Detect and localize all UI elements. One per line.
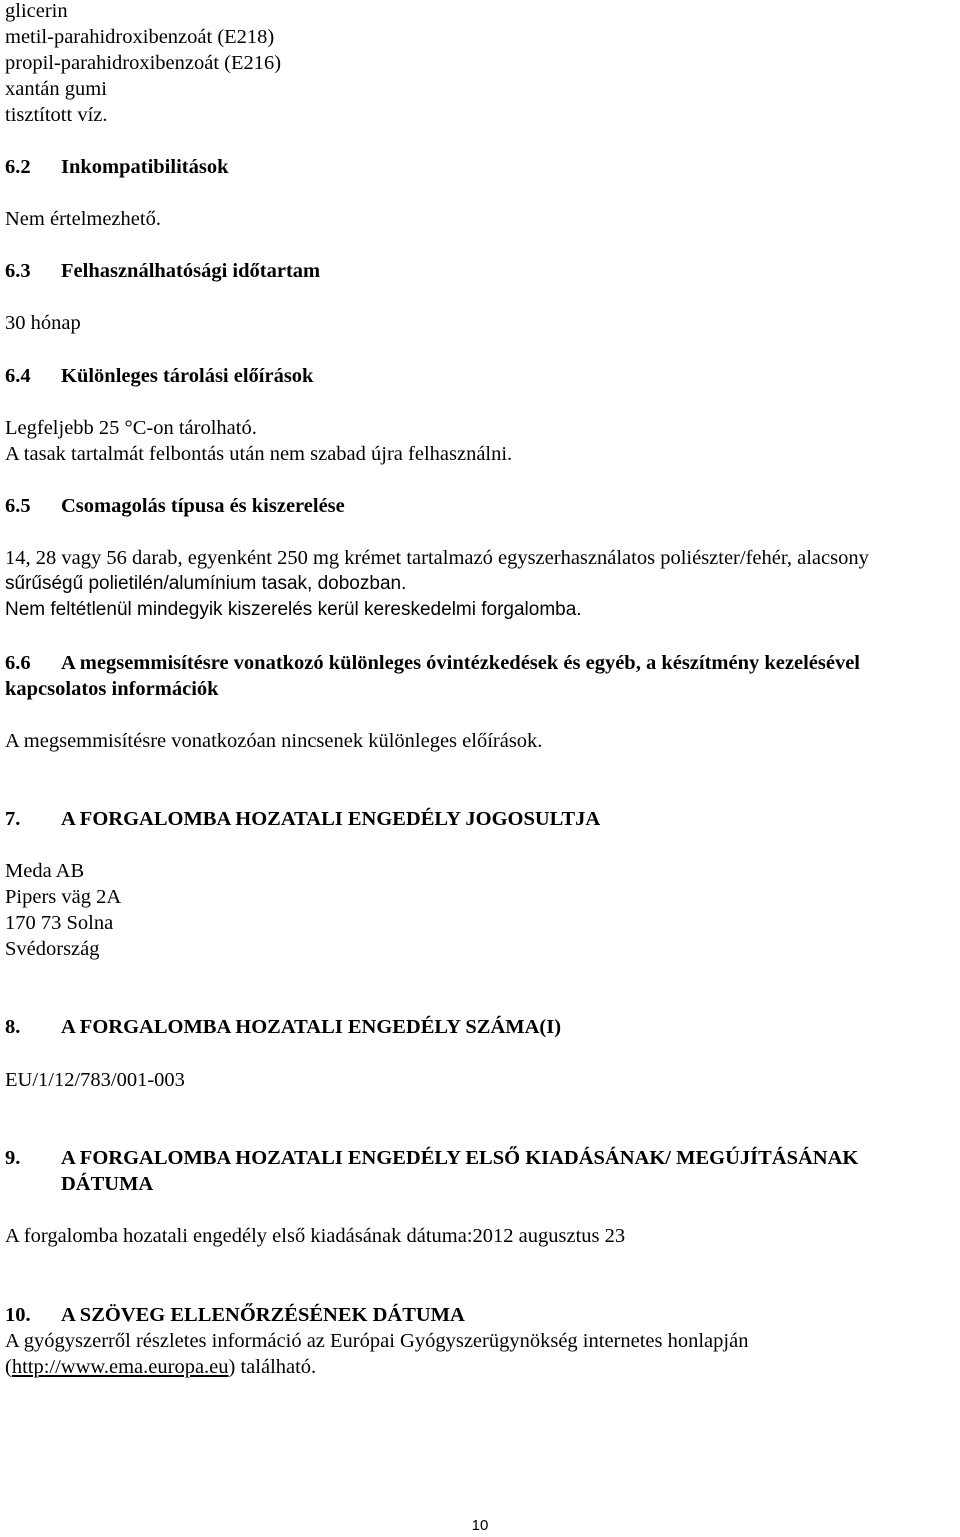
section-9-heading-cont: DÁTUMA — [61, 1173, 154, 1195]
excipient-line: propil-parahidroxibenzoát (E216) — [5, 52, 282, 74]
section-6-6-body: A megsemmisítésre vonatkozóan nincsenek különleges előírások. — [5, 730, 543, 752]
excipient-line: metil-parahidroxibenzoát (E218) — [5, 26, 275, 48]
section-number: 6.5 — [5, 495, 31, 517]
page-number: 10 — [471, 1517, 489, 1534]
section-10-line: A gyógyszerről részletes információ az Európai Gyógyszerügynökség internetes honlapján — [5, 1330, 749, 1352]
section-6-4-line: A tasak tartalmát felbontás után nem szabad újra felhasználni. — [5, 443, 513, 465]
section-number: 9. — [5, 1147, 21, 1169]
holder-address-line: Pipers väg 2A — [5, 886, 122, 908]
excipient-line: tisztított víz. — [5, 104, 108, 126]
section-6-6-heading-cont: kapcsolatos információk — [5, 678, 219, 700]
section-title: Különleges tárolási előírások — [61, 365, 314, 387]
section-number: 6.2 — [5, 156, 31, 178]
section-6-4-line: Legfeljebb 25 °C-on tárolható. — [5, 417, 257, 439]
excipient-line: xantán gumi — [5, 78, 107, 100]
section-number: 7. — [5, 808, 21, 830]
holder-address-line: Svédország — [5, 938, 100, 960]
section-title: Csomagolás típusa és kiszerelése — [61, 495, 345, 517]
paren-open: ( — [5, 1356, 12, 1378]
section-number: 10. — [5, 1304, 31, 1326]
section-title: Felhasználhatósági időtartam — [61, 260, 321, 282]
ema-website-link[interactable]: http://www.ema.europa.eu — [11, 1356, 229, 1378]
section-number: 6.4 — [5, 365, 31, 387]
section-6-5-line: Nem feltétlenül mindegyik kiszerelés kerül kereskedelmi forgalomba. — [5, 599, 582, 620]
section-number: 8. — [5, 1016, 21, 1038]
authorisation-number: EU/1/12/783/001-003 — [5, 1069, 185, 1091]
section-number: 6.3 — [5, 260, 31, 282]
section-6-5-line: sűrűségű polietilén/alumínium tasak, dobozban. — [5, 573, 407, 594]
holder-address-line: Meda AB — [5, 860, 85, 882]
holder-address-line: 170 73 Solna — [5, 912, 114, 934]
section-title: Inkompatibilitások — [61, 156, 229, 178]
section-9-body: A forgalomba hozatali engedély első kiadásának dátuma:2012 augusztus 23 — [5, 1225, 626, 1247]
section-6-3-body: 30 hónap — [5, 312, 81, 334]
section-title: A SZÖVEG ELLENŐRZÉSÉNEK DÁTUMA — [61, 1304, 465, 1326]
section-title: A megsemmisítésre vonatkozó különleges óvintézkedések és egyéb, a készítmény kezelésével — [61, 652, 860, 674]
section-title: A FORGALOMBA HOZATALI ENGEDÉLY JOGOSULTJA — [61, 808, 601, 830]
section-title: A FORGALOMBA HOZATALI ENGEDÉLY SZÁMA(I) — [61, 1016, 562, 1038]
section-10-line-2 — [5, 1354, 316, 1380]
section-title: A FORGALOMBA HOZATALI ENGEDÉLY ELSŐ KIADÁSÁNAK/ MEGÚJÍTÁSÁNAK — [61, 1147, 859, 1169]
section-6-2-body: Nem értelmezhető. — [5, 208, 161, 230]
section-6-5-line: 14, 28 vagy 56 darab, egyenként 250 mg krémet tartalmazó egyszerhasználatos poliészter/fehér, alacsony — [5, 547, 869, 569]
excipient-line: glicerin — [5, 0, 68, 22]
link-suffix: ) található. — [228, 1356, 317, 1378]
section-number: 6.6 — [5, 652, 31, 674]
